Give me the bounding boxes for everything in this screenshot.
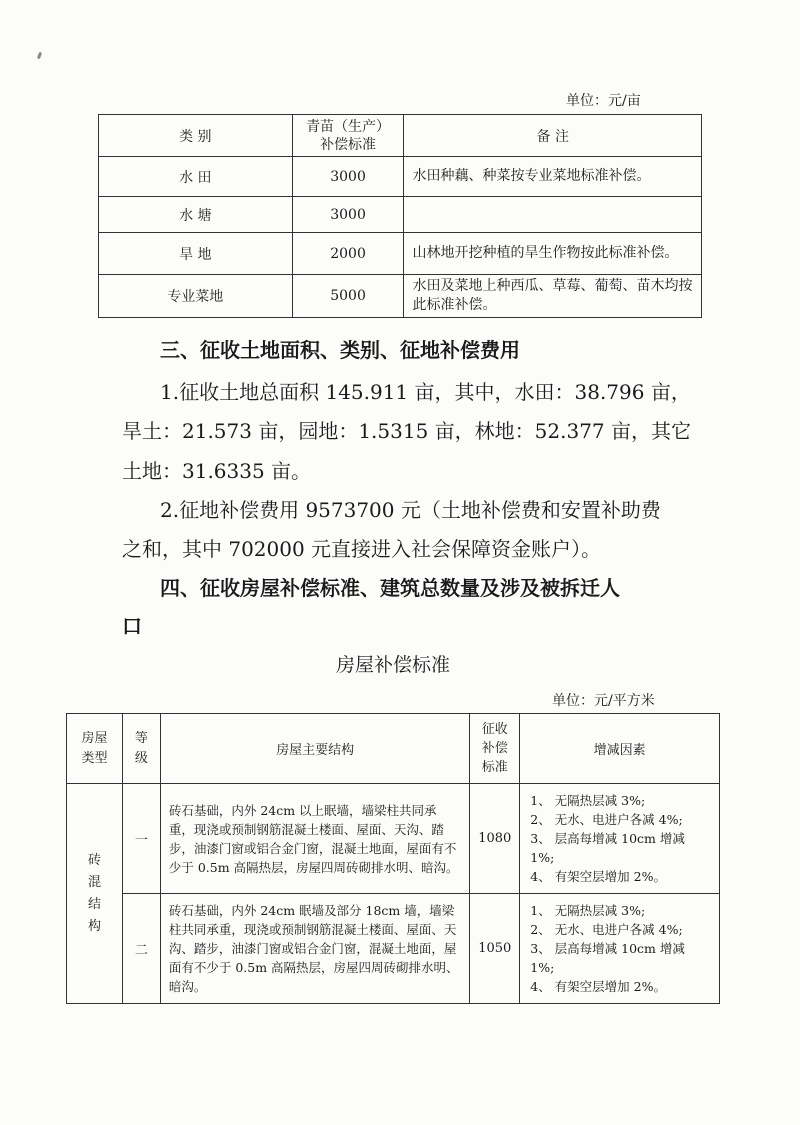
section4-heading-line2: 口: [122, 614, 142, 638]
table-row: [99, 197, 702, 233]
factors-cell: [520, 894, 720, 1004]
row-category: 水 田: [99, 157, 293, 197]
section3-para1-line1: 1.征收土地总面积 145.911 亩，其中，水田：38.796 亩，: [160, 380, 691, 404]
factor-item: 1、 无隔热层减 3%;: [530, 903, 646, 918]
header-factors: 增减因素: [520, 714, 720, 784]
header-std-line2: 补偿: [481, 741, 508, 756]
header-std-line3: 标准: [481, 760, 508, 775]
table-row: [99, 233, 702, 275]
row-value: 3000: [292, 157, 404, 197]
table2-title: 房屋补偿标准: [336, 654, 451, 676]
table2-unit: 单位：元/平方米: [552, 693, 655, 709]
header-note: 备 注: [404, 115, 702, 157]
row-note: 山林地开挖种植的旱生作物按此标准补偿。: [404, 233, 702, 275]
house-type-cell: [67, 784, 123, 1004]
table-row: [67, 784, 720, 894]
row-note: 水田及菜地上种西瓜、草莓、葡萄、苗木均按此标准补偿。: [404, 275, 702, 318]
factors-cell: [520, 784, 720, 894]
section4-heading-line1: 四、征收房屋补偿标准、建筑总数量及涉及被拆迁人: [160, 576, 620, 600]
header-type-line2: 类型: [81, 750, 108, 766]
factor-item: 4、 有架空层增加 2%。: [530, 869, 666, 884]
row-note: 水田种藕、种菜按专业菜地标准补偿。: [404, 157, 702, 197]
section3-para2-line2: 之和，其中 702000 元直接进入社会保障资金账户）。: [122, 537, 602, 561]
factor-item: 1、 无隔热层减 3%;: [530, 793, 646, 808]
header-category: 类 别: [99, 115, 293, 157]
header-grade-line1: 等: [134, 730, 148, 746]
grade-cell: 一: [122, 784, 160, 894]
header-standard-line1: 青苗（生产）: [306, 118, 391, 135]
table1-unit: 单位：元/亩: [566, 93, 641, 109]
section3-para1-line3: 土地：31.6335 亩。: [122, 459, 312, 483]
header-structure: 房屋主要结构: [160, 714, 469, 784]
section3-para2-line1: 2.征地补偿费用 9573700 元（土地补偿费和安置补助费: [160, 498, 661, 522]
crop-compensation-table: [98, 114, 702, 318]
factor-item: 4、 有架空层增加 2%。: [530, 979, 666, 994]
table-row: [99, 157, 702, 197]
factor-item: 3、 层高每增减 10cm 增减 1%;: [530, 941, 685, 975]
type-char: 砖: [87, 852, 101, 868]
structure-cell: 砖石基础，内外 24cm 以上眠墙，墙梁柱共同承重，现浇或预制钢筋混凝土楼面、屋面、天沟、踏步，油漆门窗或铝合金门窗，混凝土地面，屋面有不少于 0.5m 高隔热层，房屋四周砖砌排水明、暗沟。: [160, 784, 469, 894]
table-header-row: [67, 714, 720, 784]
section3-heading: 三、征收土地面积、类别、征地补偿费用: [160, 338, 520, 362]
row-value: 2000: [292, 233, 404, 275]
type-char: 结: [87, 896, 101, 912]
type-char: 构: [87, 918, 101, 934]
table-header-row: [99, 115, 702, 157]
header-house-type: [67, 714, 123, 784]
row-category: 水 塘: [99, 197, 293, 233]
standard-cell: 1080: [470, 784, 520, 894]
structure-cell: 砖石基础，内外 24cm 眠墙及部分 18cm 墙，墙梁柱共同承重，现浇或预制钢筋混凝土楼面、屋面、天沟、踏步，油漆门窗或铝合金门窗，混凝土地面，屋面有不少于 0.5m 高隔热层，房屋四周砖砌排水明、暗沟。: [160, 894, 469, 1004]
house-compensation-table: [66, 713, 720, 1004]
type-char: 混: [87, 874, 101, 890]
header-standard: [470, 714, 520, 784]
header-standard-line2: 补偿标准: [320, 136, 377, 153]
header-standard: [292, 115, 404, 157]
table-row: [99, 275, 702, 318]
factor-item: 3、 层高每增减 10cm 增减 1%;: [530, 831, 685, 865]
factor-item: 2、 无水、电进户各减 4%;: [530, 812, 683, 827]
table-row: [67, 894, 720, 1004]
section3-para1-line2: 旱土：21.573 亩，园地：1.5315 亩，林地：52.377 亩，其它: [122, 419, 692, 443]
header-grade: [122, 714, 160, 784]
row-category: 专业菜地: [99, 275, 293, 318]
row-category: 旱 地: [99, 233, 293, 275]
factor-item: 2、 无水、电进户各减 4%;: [530, 922, 683, 937]
header-grade-line2: 级: [134, 750, 148, 766]
header-type-line1: 房屋: [81, 730, 108, 746]
row-value: 5000: [292, 275, 404, 318]
standard-cell: 1050: [470, 894, 520, 1004]
header-std-line1: 征收: [481, 722, 508, 737]
scan-speck: [37, 52, 42, 60]
row-value: 3000: [292, 197, 404, 233]
row-note: [404, 197, 702, 233]
grade-cell: 二: [122, 894, 160, 1004]
